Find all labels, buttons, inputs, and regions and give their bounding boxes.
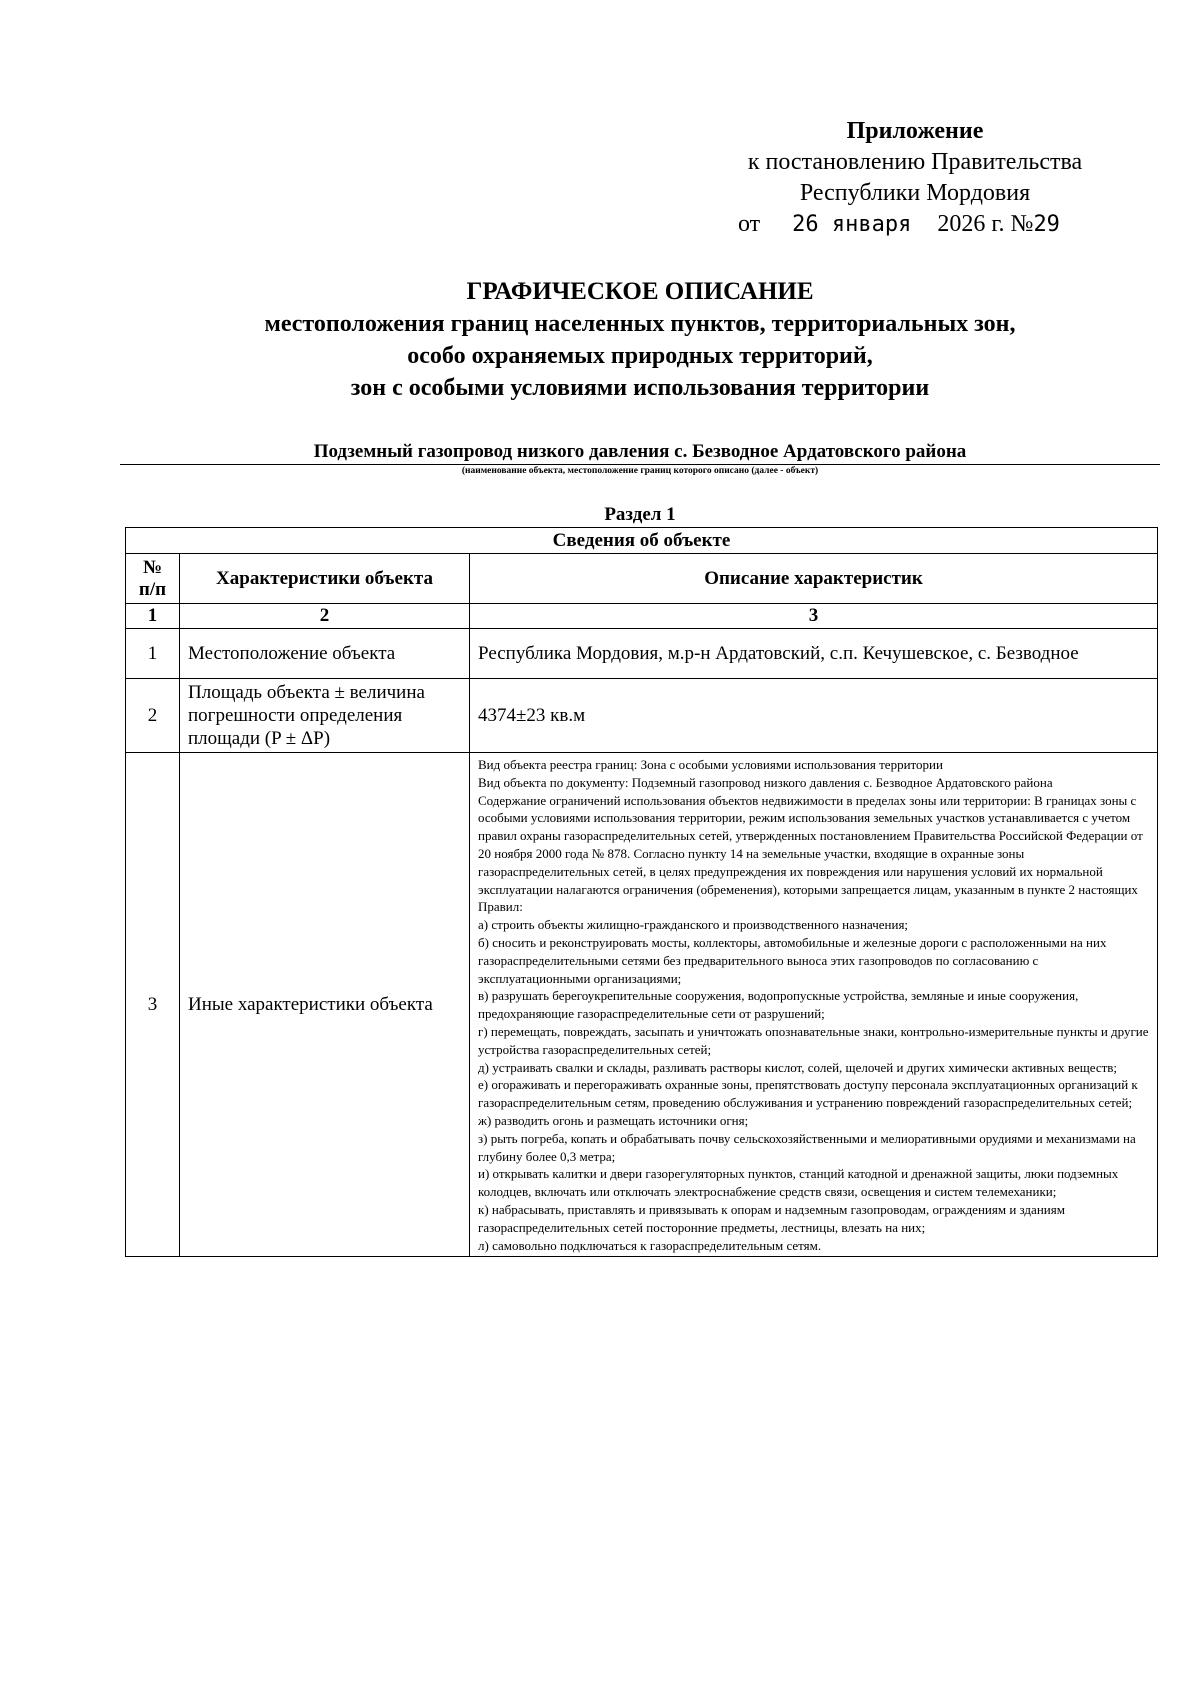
- document-number: 29: [1033, 212, 1060, 237]
- row-characteristic: Местоположение объекта: [180, 629, 470, 679]
- object-info-table: [125, 527, 1158, 1257]
- row-number: 2: [126, 679, 180, 753]
- table-row: [126, 679, 1158, 753]
- description-line: е) огораживать и перегораживать охранные зоны, препятствовать доступу персонала эксплуатационных организаций к газораспределительным сетям, проведению обслуживания и устранению повреждений газораспределительных сетей;: [478, 1077, 1138, 1111]
- description-line: в) разрушать берегоукрепительные сооружения, водопропускные устройства, земляные и иные сооружения, предохраняющие газораспределительные сети от разрушений;: [478, 988, 1079, 1022]
- description-line: а) строить объекты жилищно-гражданского и производственного назначения;: [478, 917, 909, 933]
- appendix-title: Приложение: [846, 118, 984, 144]
- description-line: и) открывать калитки и двери газорегуляторных пунктов, станций катодной и дренажной защиты, люки подземных колодцев, включать или отключать электроснабжение средств связи, освещения и систем телемеханики;: [478, 1166, 1119, 1200]
- table-header-row: [126, 554, 1158, 604]
- date-prefix: от: [738, 211, 761, 237]
- row-characteristic: Иные характеристики объекта: [180, 753, 470, 1257]
- heading-subtitle-line-1: местоположения границ населенных пунктов, территориальных зон,: [264, 311, 1016, 337]
- date-year: 2026 г.: [937, 211, 1005, 237]
- row-description-detailed: [470, 753, 1158, 1257]
- column-number-3: 3: [470, 604, 1158, 629]
- object-name-caption: (наименование объекта, местоположение границ которого описано (далее - объект): [461, 466, 819, 476]
- header-characteristics: Характеристики объекта: [180, 554, 470, 604]
- description-line: Вид объекта по документу: Подземный газопровод низкого давления с. Безводное Ардатовского района: [478, 774, 1053, 790]
- heading-title: ГРАФИЧЕСКОЕ ОПИСАНИЕ: [466, 278, 814, 305]
- appendix-block: [700, 116, 1130, 240]
- table-caption-row: [126, 528, 1158, 554]
- description-line: з) рыть погреба, копать и обрабатывать почву сельскохозяйственными и мелиоративными орудиями и механизмами на глубину более 0,3 метра;: [478, 1130, 1136, 1164]
- number-sign: №: [1010, 211, 1034, 237]
- heading-subtitle-line-2: особо охраняемых природных территорий,: [407, 343, 873, 369]
- appendix-date-line: [700, 209, 1130, 240]
- table-caption: Сведения об объекте: [126, 528, 1158, 554]
- description-line: б) сносить и реконструировать мосты, коллекторы, автомобильные и железные дороги с расположенными на них газораспределительными сетями без предварительного выноса этих газопроводов по согласованию с эксплуатационными организациями;: [478, 934, 1107, 986]
- column-number-1: 1: [126, 604, 180, 629]
- row-number: 3: [126, 753, 180, 1257]
- table-row: [126, 753, 1158, 1257]
- description-line: д) устраивать свалки и склады, разливать растворы кислот, солей, щелочей и других химически активных веществ;: [478, 1059, 1118, 1075]
- row-number: 1: [126, 629, 180, 679]
- table-row: [126, 629, 1158, 679]
- description-line: Содержание ограничений использования объектов недвижимости в пределах зоны или территории: В границах зоны с особыми условиями использования территории, режим использования земельных участков устанавливается с учетом правил охраны газораспределительных сетей, утвержденных постановлением Правительства Российской Федерации от 20 ноября 2000 года № 878. Согласно пункту 14 на земельные участки, входящие в охранные зоны газораспределительных сетей, в целях предупреждения их повреждения или нарушения условий их нормальной эксплуатации налагаются ограничения (обременения), которыми запрещается лицам, указанным в пункте 2 настоящих Правил:: [478, 792, 1143, 915]
- column-numbers-row: [126, 604, 1158, 629]
- row-description: Республика Мордовия, м.р-н Ардатовский, с.п. Кечушевское, с. Безводное: [470, 629, 1158, 679]
- description-line: к) набрасывать, приставлять и привязывать к опорам и надземным газопроводам, ограждениям и зданиям газораспределительных сетей посторонние предметы, лестницы, влезать на них;: [478, 1201, 1065, 1235]
- object-name: Подземный газопровод низкого давления с. Безводное Ардатовского района: [120, 441, 1160, 465]
- section-title: Раздел 1: [604, 504, 676, 525]
- description-line: г) перемещать, повреждать, засыпать и уничтожать опознавательные знаки, контрольно-измерительные пункты и другие устройства газораспределительных сетей;: [478, 1023, 1149, 1057]
- row-description: 4374±23 кв.м: [470, 679, 1158, 753]
- header-description: Описание характеристик: [470, 554, 1158, 604]
- heading-subtitle-line-3: зон с особыми условиями использования территории: [350, 375, 930, 401]
- document-heading: [120, 276, 1160, 404]
- date-value: 26 января: [792, 212, 912, 237]
- row-characteristic: Площадь объекта ± величина погрешности определения площади (P ± ΔP): [180, 679, 470, 753]
- appendix-line-2: Республики Мордовия: [799, 180, 1031, 206]
- object-name-block: [120, 441, 1160, 478]
- description-line: Вид объекта реестра границ: Зона с особыми условиями использования территории: [478, 757, 943, 772]
- description-line: ж) разводить огонь и размещать источники огня;: [478, 1112, 749, 1128]
- header-number: № п/п: [126, 554, 180, 604]
- description-line: л) самовольно подключаться к газораспределительным сетям.: [478, 1237, 822, 1253]
- appendix-line-1: к постановлению Правительства: [747, 149, 1083, 175]
- column-number-2: 2: [180, 604, 470, 629]
